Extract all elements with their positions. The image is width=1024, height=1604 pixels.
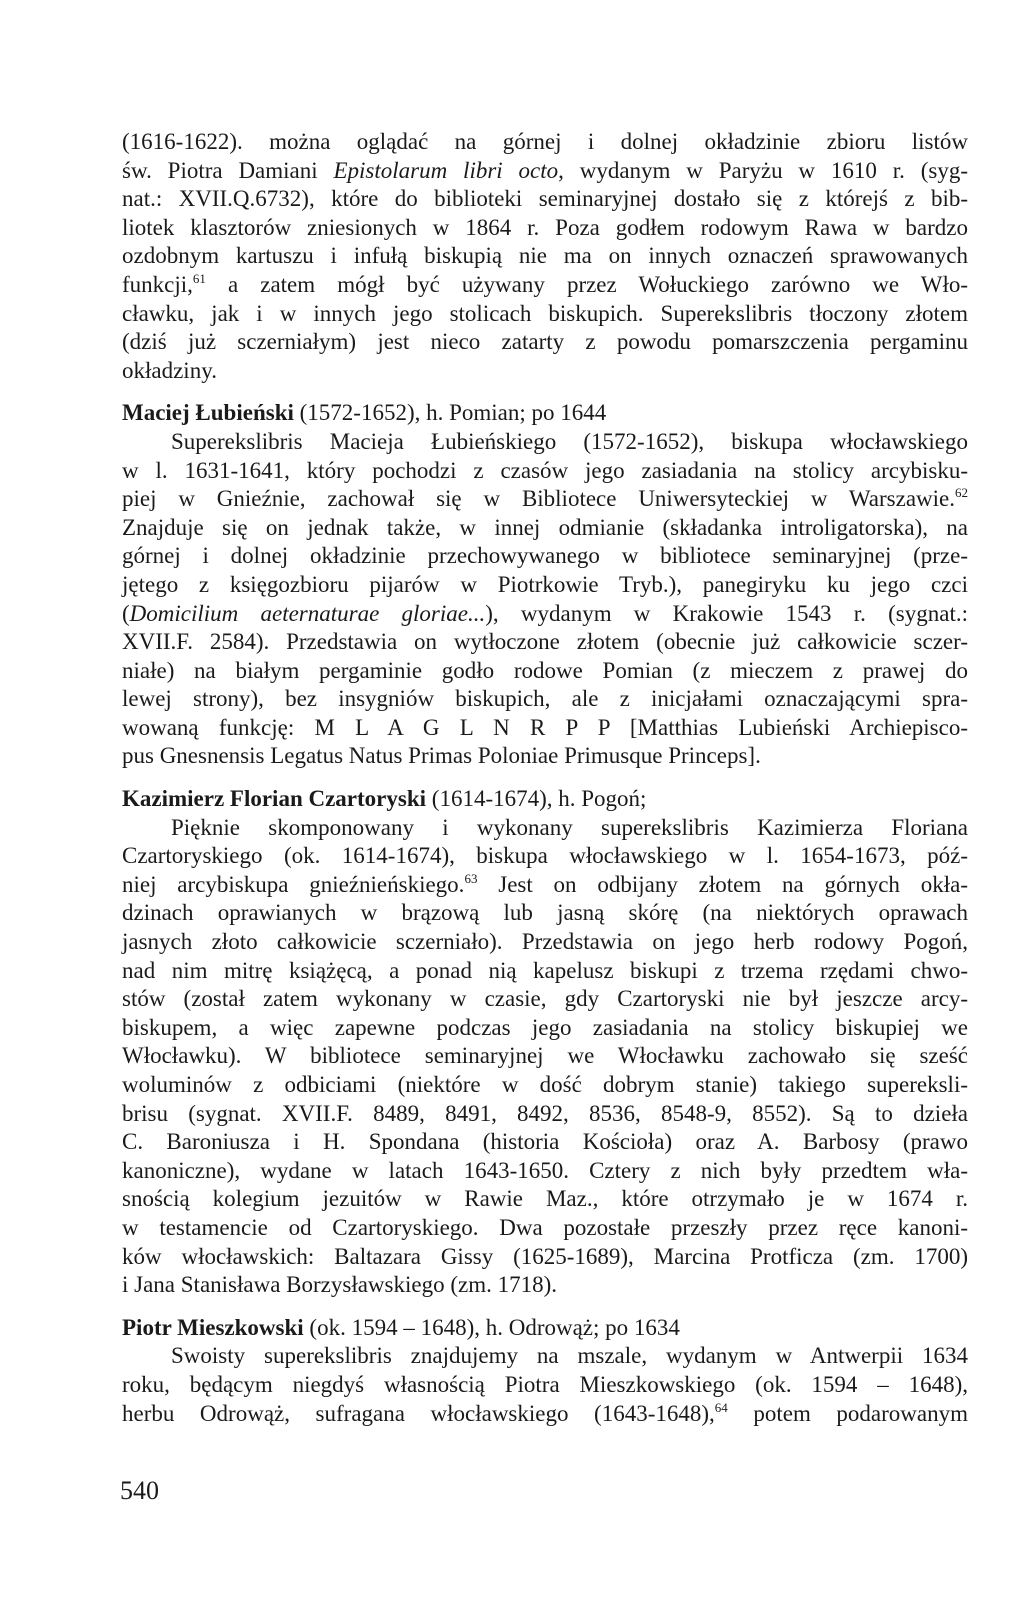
text-line: w testamencie od Czartoryskiego. Dwa pozostałe przeszły przez ręce kanoni- <box>122 1214 968 1240</box>
text-line: wowaną funkcję: M L A G L N R P P [Matthias Lubieński Archiepisco- <box>122 714 968 740</box>
entry-lubienski <box>122 399 968 771</box>
entry-mieszkowski <box>122 1314 968 1428</box>
footnote-marker: 64 <box>714 1399 728 1415</box>
text-line: (Domicilium aeternaturae gloriae...), wydanym w Krakowie 1543 r. (sygnat.: <box>122 600 968 626</box>
page-text <box>122 128 968 1428</box>
text-line: (dziś już sczerniałym) jest nieco zatarty z powodu pomarszczenia pergaminu <box>122 329 968 355</box>
text-line: funkcji,$^{61}$ a zatem mógł być używany przez Wołuckiego zarówno we Wło- <box>122 270 968 297</box>
text-line: niałe) na białym pergaminie godło rodowe Pomian (z mieczem z prawej do <box>122 657 968 683</box>
text-line: nad nim mitrę książęcą, a ponad nią kapelusz biskupi z trzema rzędami chwo- <box>122 957 968 983</box>
footnote-marker: 63 <box>464 870 478 886</box>
text-line: liotek klasztorów zniesionych w 1864 r. Poza godłem rodowym Rawa w bardzo <box>122 214 968 240</box>
text-line: jętego z księgozbioru pijarów w Piotrkowie Tryb.), panegiryku ku jego czci <box>122 571 968 597</box>
text-line: Znajduje się on jednak także, w innej odmianie (składanka introligatorska), na <box>122 514 968 540</box>
footnote-marker: 61 <box>192 270 206 286</box>
entry-heading: Maciej Łubieński (1572-1652), h. Pomian; po 1644 <box>122 400 607 426</box>
text-line: (1616-1622). można oglądać na górnej i dolnej okładzinie zbioru listów <box>122 129 968 154</box>
text-line: górnej i dolnej okładzinie przechowywanego w bibliotece seminaryjnej (prze- <box>122 543 968 569</box>
text-line: niej arcybiskupa gnieźnieńskiego.$^{63}$ Jest on odbijany złotem na górnych okła- <box>122 870 968 897</box>
text-line: snością kolegium jezuitów w Rawie Maz., które otrzymało je w 1674 r. <box>122 1186 968 1212</box>
text-line: pus Gnesnensis Legatus Natus Primas Poloniae Primusque Princeps]. <box>122 743 761 769</box>
entry-heading: Kazimierz Florian Czartoryski (1614-1674), h. Pogoń; <box>122 786 647 812</box>
footnote-marker: 62 <box>955 485 968 501</box>
entry-name: Piotr Mieszkowski <box>122 1314 304 1340</box>
text-line: biskupem, a więc zapewne podczas jego zasiadania na stolicy biskupiej we <box>122 1014 968 1040</box>
paragraph-continuation <box>122 128 968 385</box>
text-line: kanoniczne), wydane w latach 1643-1650. Cztery z nich były przedtem wła- <box>122 1157 968 1183</box>
text-line: woluminów z odbiciami (niektóre w dość dobrym stanie) takiego supereksli- <box>122 1072 968 1097</box>
book-title: Epistolarum libri octo <box>333 157 559 183</box>
text-line: okładziny. <box>122 357 217 383</box>
text-line: cławku, jak i w innych jego stolicach biskupich. Superekslibris tłoczony złotem <box>122 300 968 326</box>
book-title: Domicilium aeternaturae gloriae... <box>129 600 486 626</box>
text-line: stów (został zatem wykonany w czasie, gdy Czartoryski nie był jeszcze arcy- <box>122 986 968 1012</box>
text-line: brisu (sygnat. XVII.F. 8489, 8491, 8492, 8536, 8548-9, 8552). Są to dzieła <box>122 1100 968 1126</box>
text-line: ków włocławskich: Baltazara Gissy (1625-1689), Marcina Protficza (zm. 1700) <box>122 1243 968 1269</box>
text-line: piej w Gnieźnie, zachował się w Bibliotece Uniwersyteckiej w Warszawie.$^{62}$ <box>122 485 968 512</box>
text-line: nat.: XVII.Q.6732), które do biblioteki seminaryjnej dostało się z którejś z bib- <box>122 186 968 212</box>
text-line: roku, będącym niegdyś własnością Piotra Mieszkowskiego (ok. 1594 – 1648), <box>122 1371 968 1397</box>
text-line: ozdobnym kartuszu i infułą biskupią nie ma on innych oznaczeń sprawowanych <box>122 243 968 269</box>
text-line: Włocławku). W bibliotece seminaryjnej we Włocławku zachowało się sześć <box>122 1043 968 1069</box>
text-line: Czartoryskiego (ok. 1614-1674), biskupa włocławskiego w l. 1654-1673, póź- <box>122 843 968 869</box>
text-line: i Jana Stanisława Borzysławskiego (zm. 1718). <box>122 1272 557 1298</box>
text-line: herbu Odrowąż, sufragana włocławskiego (1643-1648),$^{64}$ potem podarowanym <box>122 1399 968 1426</box>
entry-heading: Piotr Mieszkowski (ok. 1594 – 1648), h. Odrowąż; po 1634 <box>122 1314 680 1340</box>
text-line: XVII.F. 2584). Przedstawia on wytłoczone złotem (obecnie już całkowicie sczer- <box>122 629 968 655</box>
text-line: Swoisty superekslibris znajdujemy na mszale, wydanym w Antwerpii 1634 <box>171 1343 968 1369</box>
entry-name: Kazimierz Florian Czartoryski <box>122 786 427 812</box>
text-line: św. Piotra Damiani Epistolarum libri octo, wydanym w Paryżu w 1610 r. (syg- <box>122 157 968 183</box>
entry-czartoryski <box>122 785 968 1300</box>
text-line: C. Baroniusza i H. Spondana (historia Kościoła) oraz A. Barbosy (prawo <box>122 1129 968 1155</box>
entry-name: Maciej Łubieński <box>122 400 294 426</box>
page-number: 540 <box>120 1476 159 1505</box>
text-line: lewej strony), bez insygniów biskupich, ale z inicjałami oznaczającymi spra- <box>122 686 968 712</box>
text-line: Pięknie skomponowany i wykonany superekslibris Kazimierza Floriana <box>171 814 968 840</box>
text-line: dzinach oprawianych w brązową lub jasną skórę (na niektórych oprawach <box>122 900 968 926</box>
text-line: Superekslibris Macieja Łubieńskiego (1572-1652), biskupa włocławskiego <box>171 428 968 454</box>
text-line: jasnych złoto całkowicie sczerniało). Przedstawia on jego herb rodowy Pogoń, <box>122 929 968 955</box>
text-line: w l. 1631-1641, który pochodzi z czasów jego zasiadania na stolicy arcybisku- <box>122 457 968 483</box>
